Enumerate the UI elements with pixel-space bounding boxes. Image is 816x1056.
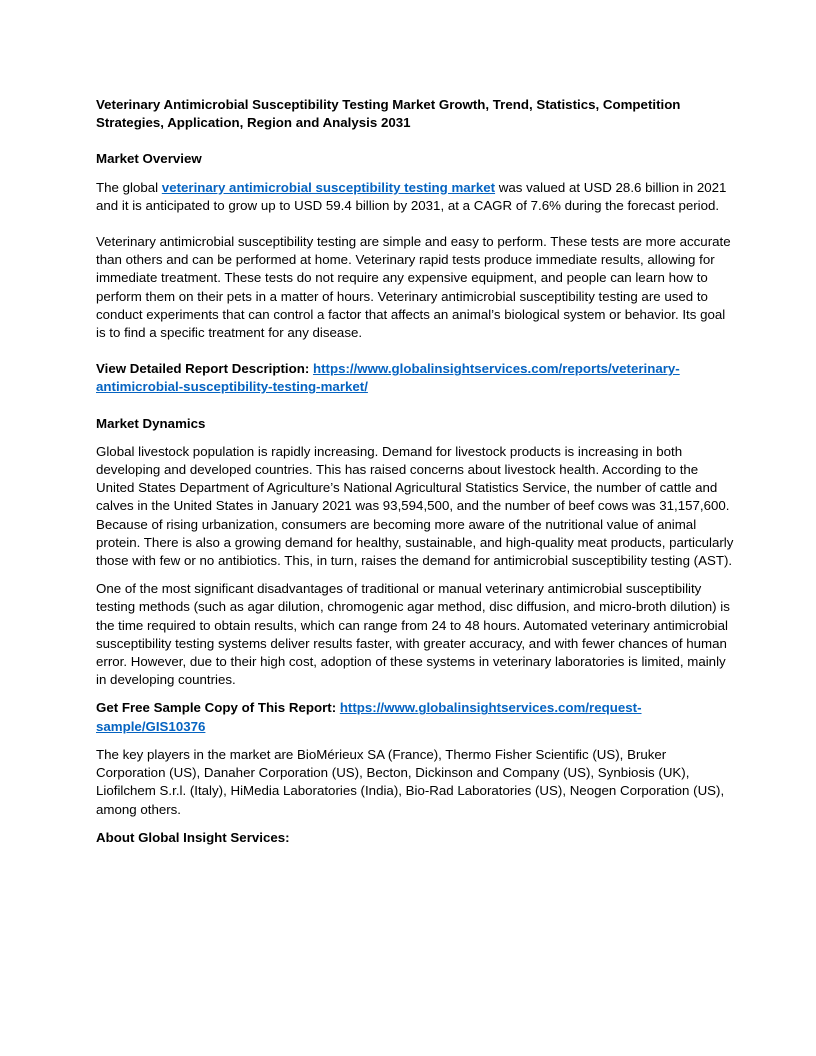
sample-copy-line: [96, 699, 736, 735]
report-label: View Detailed Report Description:: [96, 361, 313, 377]
market-dynamics-heading: Market Dynamics: [96, 415, 206, 431]
overview-paragraph-1: [96, 179, 736, 215]
sample-label: Get Free Sample Copy of This Report:: [96, 700, 340, 716]
overview-p1-after: was valued at USD 28.6 billion in 2021 and it is anticipated to grow up to USD 59.4 billion by 2031, at a CAGR of 7.6% during the forecast period.: [96, 179, 727, 213]
document-page: [96, 96, 736, 857]
report-description-line: [96, 360, 736, 396]
document-title: Veterinary Antimicrobial Susceptibility Testing Market Growth, Trend, Statistics, Competition Strategies, Application, Region and Analysis 2031: [96, 97, 681, 131]
overview-paragraph-2: Veterinary antimicrobial susceptibility testing are simple and easy to perform. These tests are more accurate than others and can be performed at home. Veterinary rapid tests produce immediate results, allowing for immediate treatment. These tests do not require any expensive equipment, and people can learn how to perform them on their pets in a matter of hours. Veterinary antimicrobial susceptibility testing are used to conduct experiments that can control a factor that affects an animal’s biological system or behavior. Its goal is to find a specific treatment for any disease.: [96, 234, 731, 341]
overview-p1-before: The global: [96, 179, 162, 195]
about-heading: About Global Insight Services:: [96, 829, 290, 845]
dynamics-paragraph-1: Global livestock population is rapidly increasing. Demand for livestock products is increasing in both developing and developed countries. This has raised concerns about livestock health. According to the United States Department of Agriculture’s National Agricultural Statistics Service, the number of cattle and calves in the United States in January 2021 was 93,594,500, and the number of beef cows was 31,157,600. Because of rising urbanization, consumers are becoming more aware of the nutritional value of animal protein. There is also a growing demand for healthy, sustainable, and high-quality meat products, particularly those with few or no antibiotics. This, in turn, raises the demand for antimicrobial susceptibility testing (AST).: [96, 443, 734, 569]
spacer: [96, 352, 736, 360]
report-link[interactable]: https://www.globalinsightservices.com/reports/veterinary-antimicrobial-susceptibility-testing-market/: [96, 361, 680, 395]
sample-link[interactable]: https://www.globalinsightservices.com/request-sample/GIS10376: [96, 700, 642, 734]
dynamics-paragraph-2: One of the most significant disadvantages of traditional or manual veterinary antimicrobial susceptibility testing methods (such as agar dilution, chromogenic agar method, disc diffusion, and micro-broth dilution) is the time required to obtain results, which can range from 24 to 48 hours. Automated veterinary antimicrobial susceptibility testing systems deliver results faster, with greater accuracy, and with fewer chances of human error. However, due to their high cost, adoption of these systems in veterinary laboratories is limited, mainly in developing countries.: [96, 581, 730, 688]
spacer: [96, 225, 736, 233]
market-link[interactable]: veterinary antimicrobial susceptibility testing market: [161, 179, 496, 195]
key-players-paragraph: The key players in the market are BioMérieux SA (France), Thermo Fisher Scientific (US), Bruker Corporation (US), Danaher Corporation (US), Becton, Dickinson and Company (US), Synbiosis (UK), Liofilchem S.r.l. (Italy), HiMedia Laboratories (India), Bio-Rad Laboratories (US), Neogen Corporation (US), among others.: [96, 746, 725, 817]
market-overview-heading: Market Overview: [96, 151, 202, 167]
spacer: [96, 407, 736, 415]
